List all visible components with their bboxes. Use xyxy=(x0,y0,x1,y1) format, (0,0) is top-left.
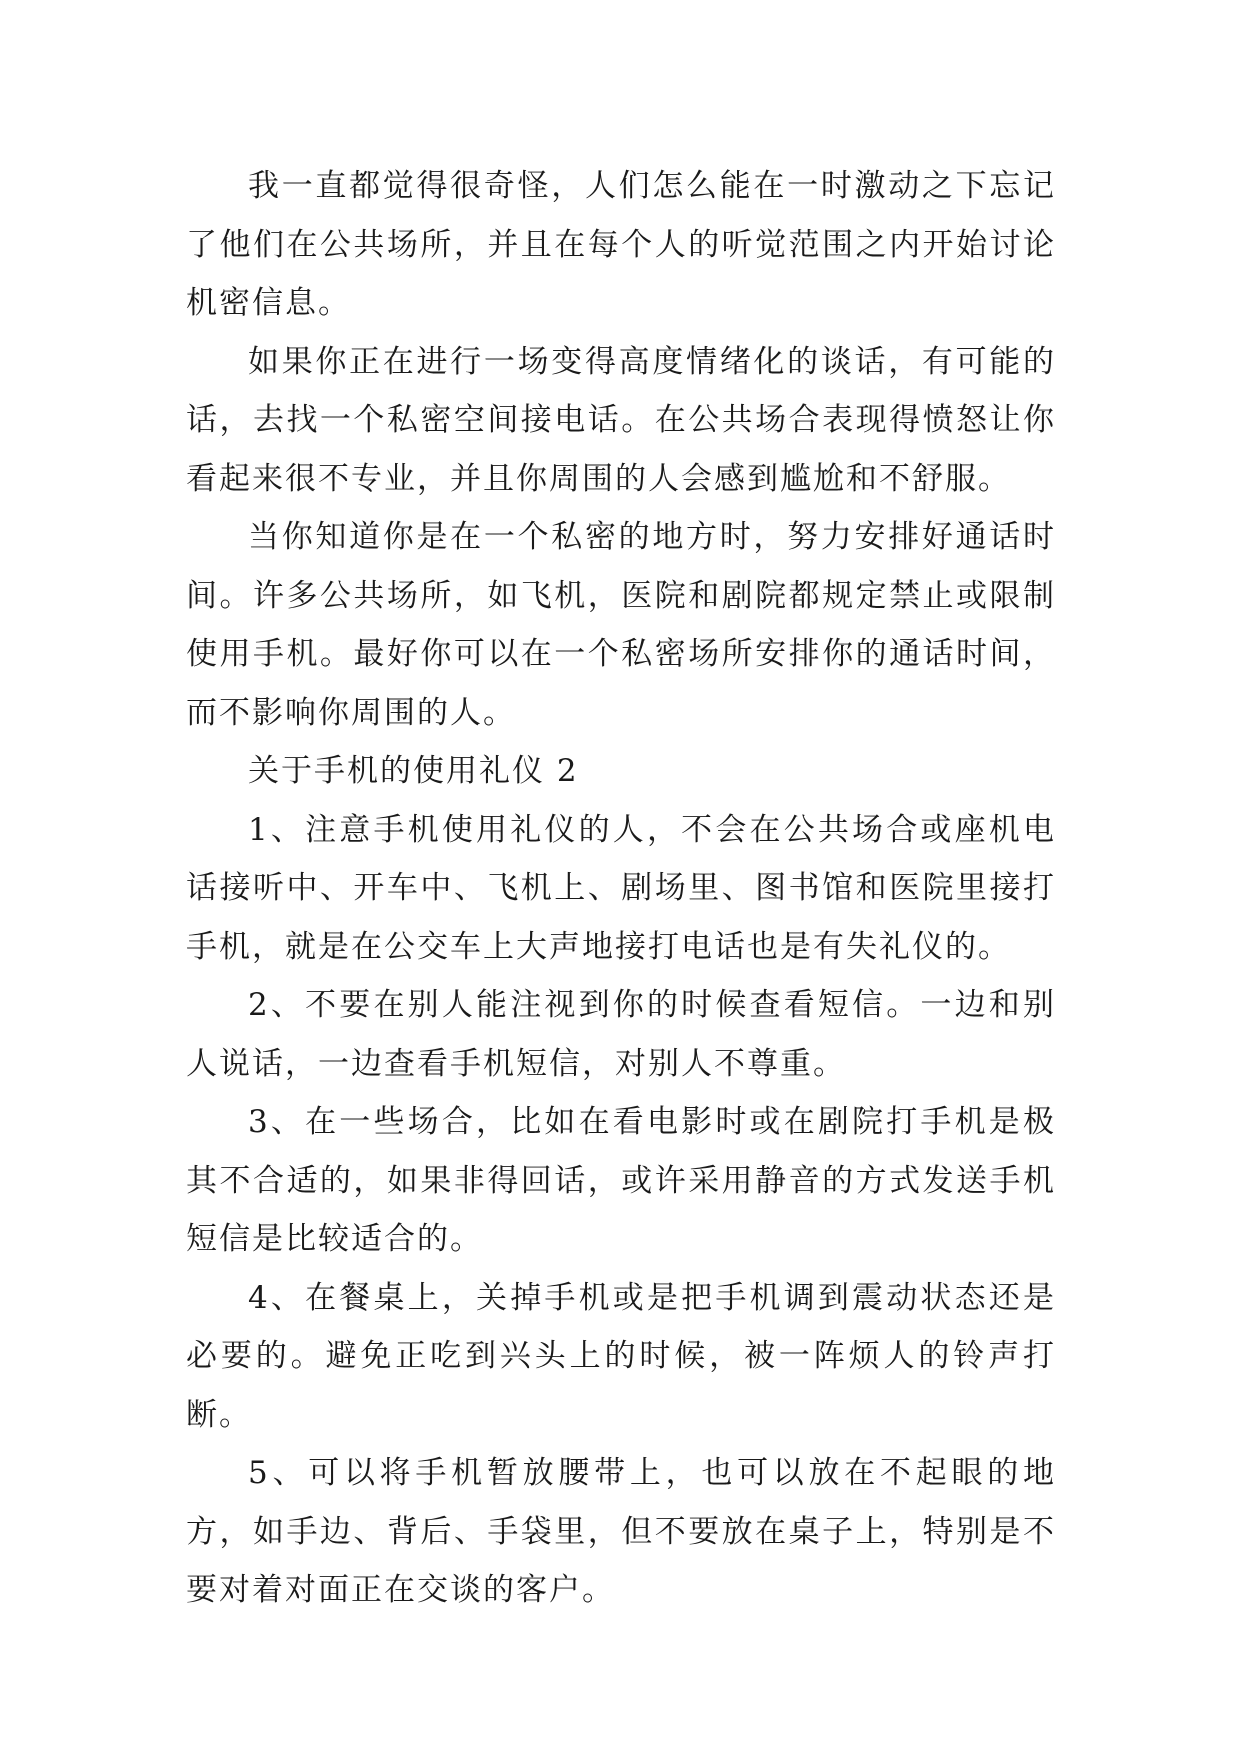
paragraph-intro-confidential: 我一直都觉得很奇怪，人们怎么能在一时激动之下忘记了他们在公共场所，并且在每个人的听觉范围之内开始讨论机密信息。 xyxy=(186,168,1056,321)
list-item-3: 3、在一些场合，比如在看电影时或在剧院打手机是极其不合适的，如果非得回话，或许采用静音的方式发送手机短信是比较适合的。 xyxy=(186,1104,1056,1257)
list-item-2: 2、不要在别人能注视到你的时候查看短信。一边和别人说话，一边查看手机短信，对别人不尊重。 xyxy=(186,987,1056,1082)
list-item-5: 5、可以将手机暂放腰带上，也可以放在不起眼的地方，如手边、背后、手袋里，但不要放在桌子上，特别是不要对着对面正在交谈的客户。 xyxy=(186,1455,1056,1608)
paragraph-private-space: 如果你正在进行一场变得高度情绪化的谈话，有可能的话，去找一个私密空间接电话。在公共场合表现得愤怒让你看起来很不专业，并且你周围的人会感到尴尬和不舒服。 xyxy=(186,343,1056,497)
section-heading: 关于手机的使用礼仪 2 xyxy=(248,753,579,789)
list-item-1: 1、注意手机使用礼仪的人，不会在公共场合或座机电话接听中、开车中、飞机上、剧场里、图书馆和医院里接打手机，就是在公交车上大声地接打电话也是有失礼仪的。 xyxy=(186,811,1056,965)
paragraph-schedule-calls: 当你知道你是在一个私密的地方时，努力安排好通话时间。许多公共场所，如飞机，医院和剧院都规定禁止或限制使用手机。最好你可以在一个私密场所安排你的通话时间，而不影响你周围的人。 xyxy=(186,519,1056,731)
document-body xyxy=(186,157,1056,1620)
list-item-4: 4、在餐桌上，关掉手机或是把手机调到震动状态还是必要的。避免正吃到兴头上的时候，被一阵烦人的铃声打断。 xyxy=(186,1279,1056,1433)
